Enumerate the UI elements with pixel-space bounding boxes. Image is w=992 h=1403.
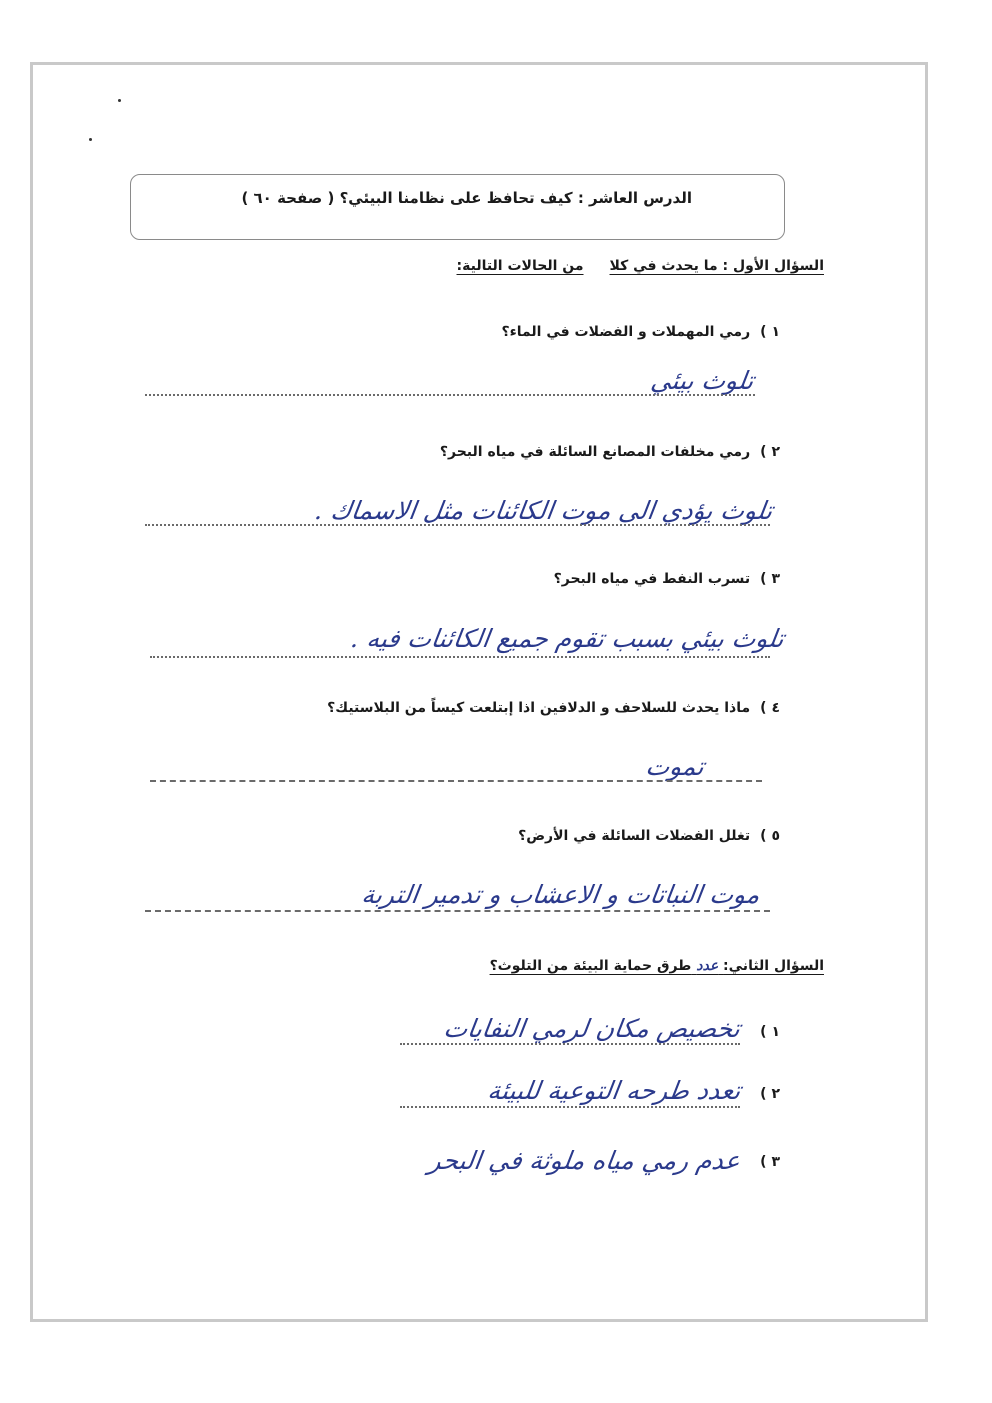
item-number: ١ ) [760,324,780,340]
question1-item-3 [554,571,780,587]
answer-line [145,394,755,396]
scan-speck [118,99,121,102]
answer-line [150,656,770,658]
lesson-title-box [130,174,785,240]
question1-item-5 [518,828,780,844]
answer-line [145,524,770,526]
handwritten-answer: تلوث يؤدي الى موت الكائنات مثل الاسماك . [312,496,775,525]
question1-heading-part1: السؤال الأول : ما يحدث في كلا [609,258,824,274]
handwritten-answer: عدم رمي مياه ملوثة في البحر [426,1146,743,1175]
question1-heading-part2: من الحالات التالية: [456,258,584,274]
question1-item-1 [502,324,781,340]
question2-item-3-number: ٣ ) [760,1154,780,1170]
item-text: تغلل الفضلات السائلة في الأرض؟ [518,828,751,844]
item-number: ٢ ) [760,444,780,460]
question2-item-1-number: ١ ) [760,1024,780,1040]
item-text: ماذا يحدث للسلاحف و الدلافين اذا إبتلعت كيساً من البلاستيك؟ [327,700,751,716]
handwritten-answer: موت النباتات و الاعشاب و تدمير التربة [360,880,763,909]
item-text: تسرب النفط في مياه البحر؟ [553,571,751,587]
question2-heading-hand: عدد [696,958,719,974]
handwritten-answer: تعدد طرحه التوعية للبيئة [485,1076,743,1105]
question2-item-2-number: ٢ ) [760,1086,780,1102]
answer-line [150,780,762,782]
handwritten-answer: تلوث بيئي [649,366,757,395]
item-text: رمي المهملات و الفضلات في الماء؟ [501,324,751,340]
item-number: ٥ ) [760,828,780,844]
answer-line [145,910,770,912]
question1-item-4 [327,700,780,716]
worksheet-page [30,62,928,1322]
answer-line [400,1106,740,1108]
handwritten-answer: تلوث بيئي بسبب تقوم جميع الكائنات فيه . [349,624,787,653]
item-text: رمي مخلفات المصانع السائلة في مياه البحر؟ [439,444,751,460]
question2-heading-part1: السؤال الثاني: [723,958,824,974]
question2-heading-part2: طرق حماية البيئة من التلوث؟ [489,958,692,974]
lesson-title: الدرس العاشر : كيف تحافظ على نظامنا البيئي؟ ( صفحة ٦٠ ) [241,189,692,207]
item-number: ٣ ) [760,571,780,587]
item-number: ٤ ) [760,700,780,716]
handwritten-answer: تموت [644,752,707,781]
handwritten-answer: تخصيص مكان لرمي النفايات [441,1014,743,1043]
scan-speck [89,138,92,141]
question1-item-2 [440,444,780,460]
question2-heading [490,958,824,974]
question1-heading [457,258,824,274]
answer-line [400,1043,740,1045]
